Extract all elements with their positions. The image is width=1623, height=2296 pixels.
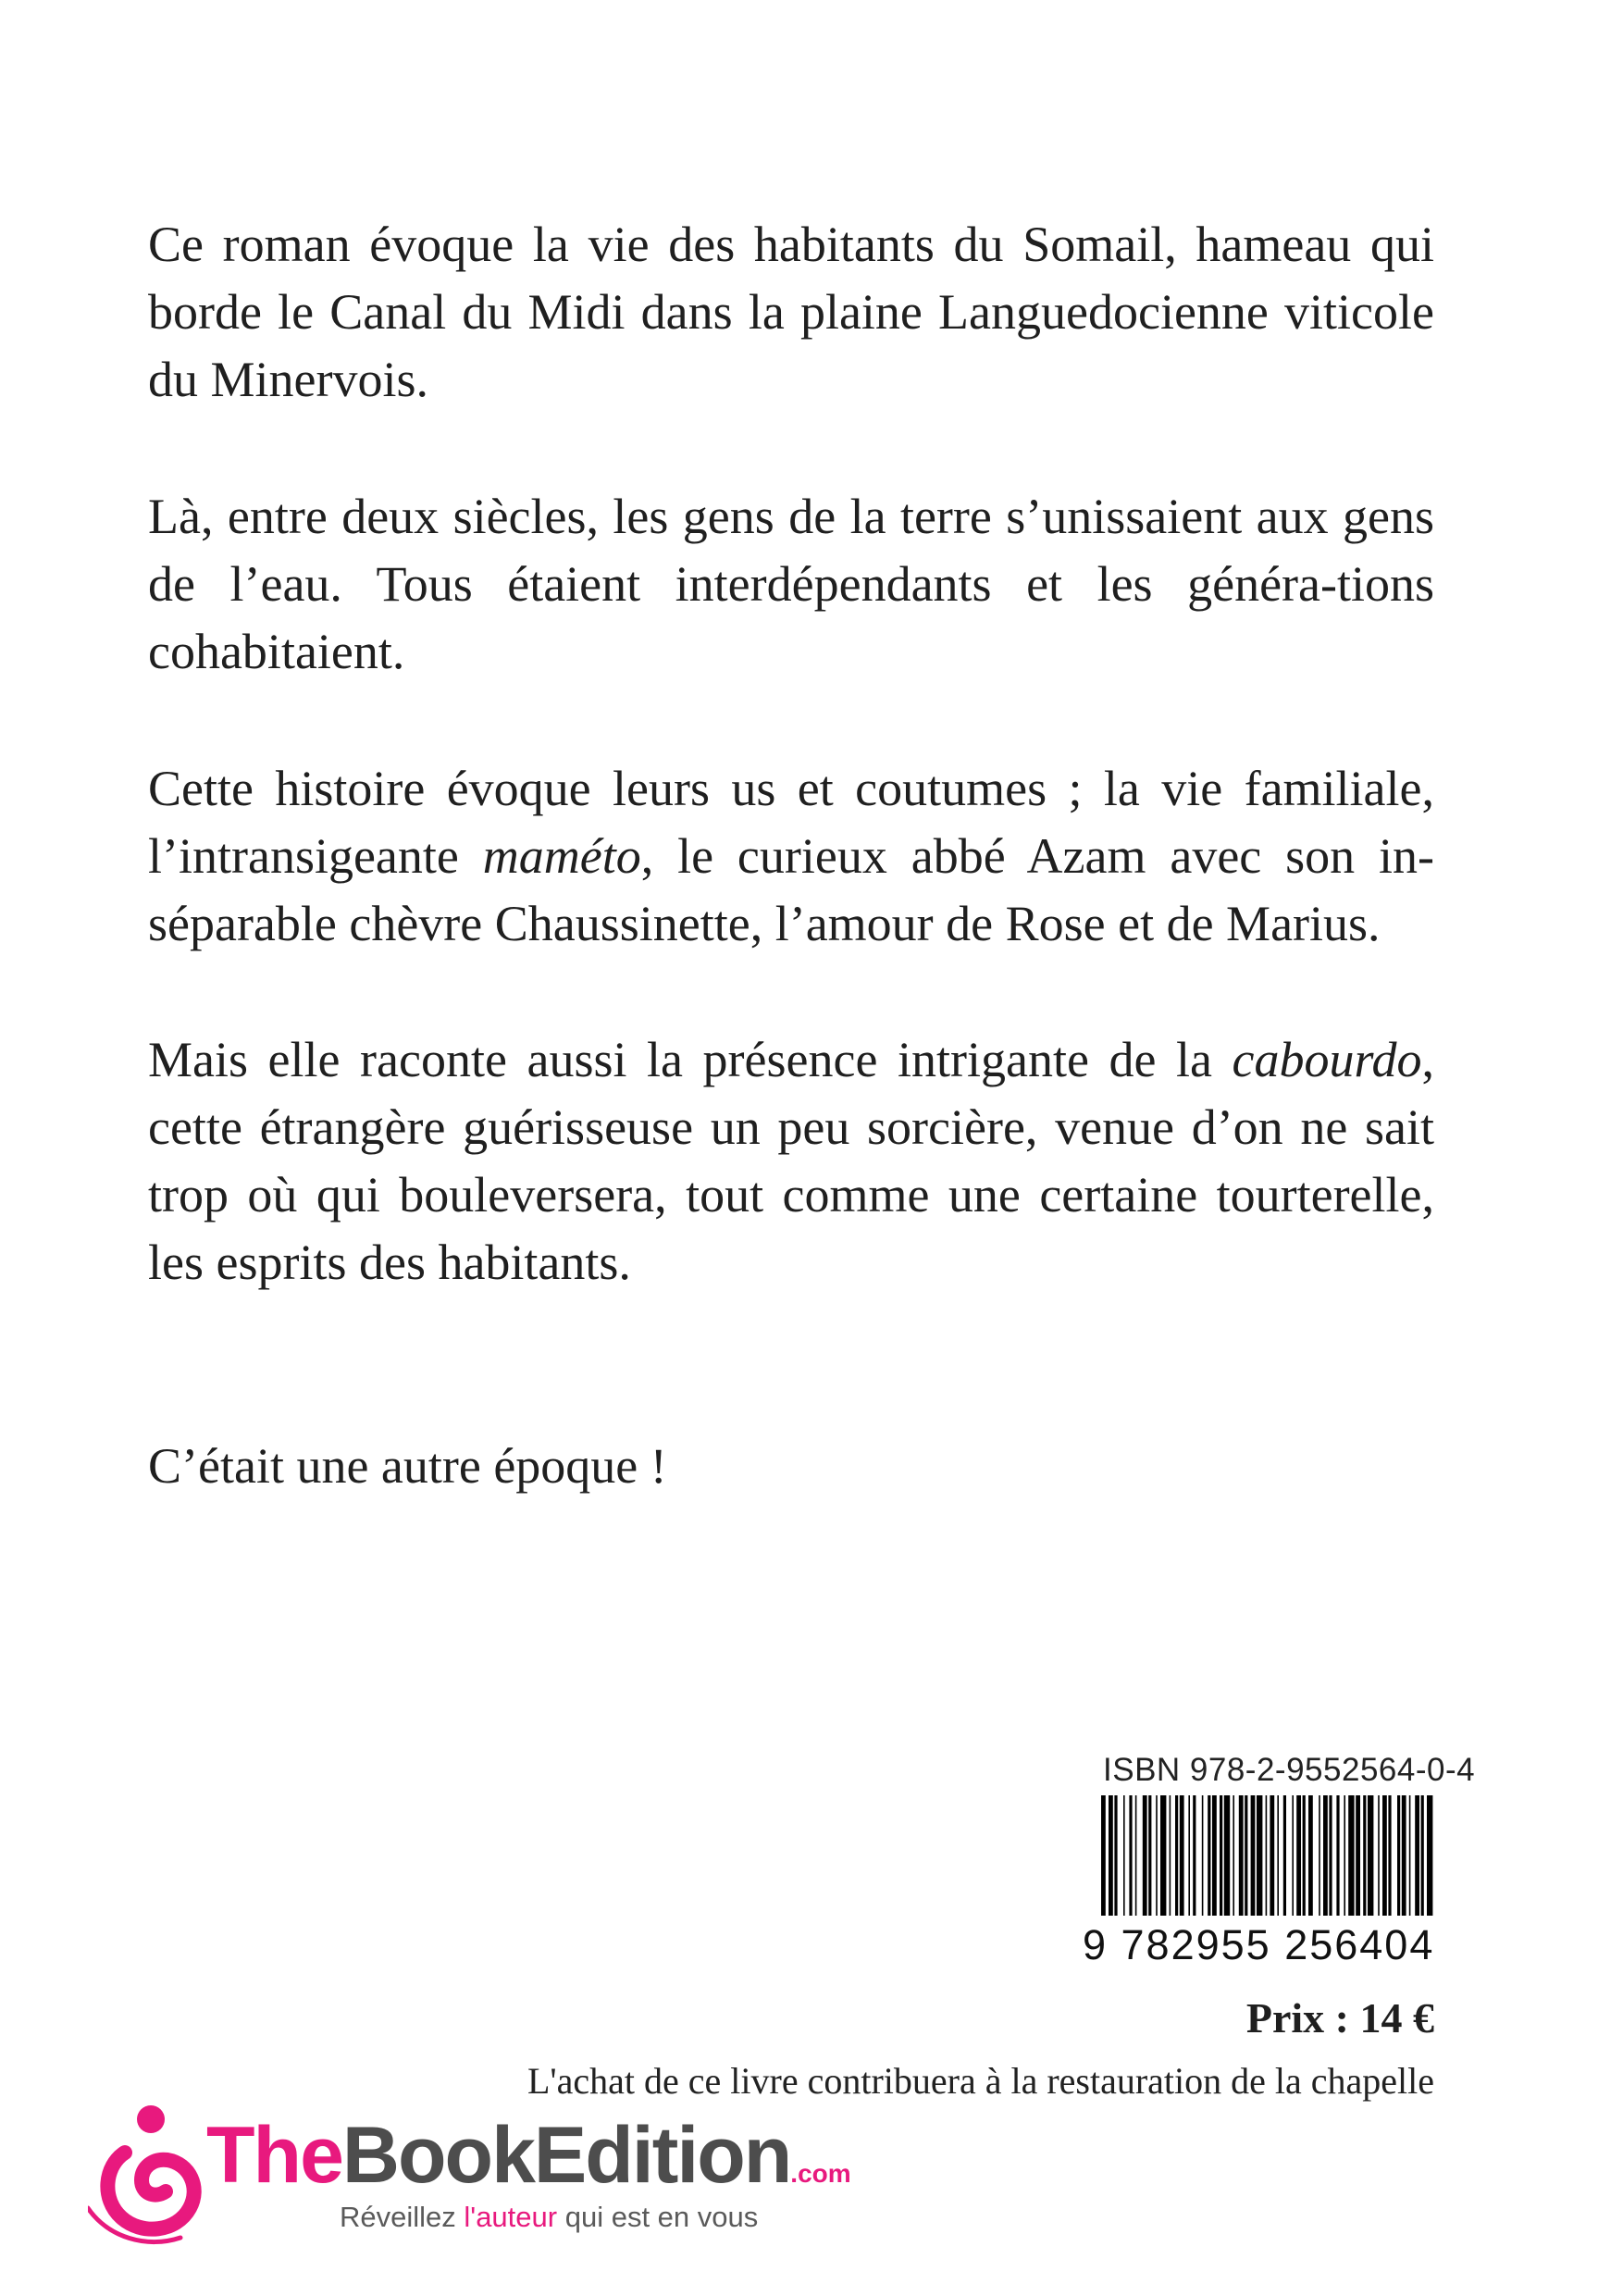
paragraph-4-part-a: Mais elle raconte aussi la présence intrigante de la xyxy=(148,1032,1233,1087)
barcode-bar xyxy=(1101,1795,1106,1916)
barcode-bar xyxy=(1251,1795,1256,1916)
barcode-digits: 9 782955 256404 xyxy=(1083,1921,1435,1968)
barcode-bar xyxy=(1303,1795,1306,1916)
barcode-bar xyxy=(1193,1795,1196,1916)
person-swirl-icon xyxy=(88,2099,217,2256)
barcode-bar xyxy=(1156,1795,1158,1916)
barcode-bar xyxy=(1188,1795,1190,1916)
logo-edition: Edition xyxy=(533,2111,791,2200)
tagline-highlight: l'auteur xyxy=(464,2201,558,2233)
barcode-bar xyxy=(1148,1795,1151,1916)
barcode-bar xyxy=(1220,1795,1222,1916)
barcode-bar xyxy=(1277,1795,1279,1916)
logo-wordmark xyxy=(206,2110,851,2202)
barcode-bar xyxy=(1415,1795,1419,1916)
barcode-bar xyxy=(1175,1795,1178,1916)
paragraph-4-part-b: , cette étrangère guérisseuse un peu sorcière, venue d’on ne sait trop où qui bouleversera, tout comme une certaine tourterelle, les esprits des habitants. xyxy=(148,1032,1434,1290)
logo-tagline xyxy=(340,2201,758,2234)
price: Prix : 14 € xyxy=(1245,1994,1434,2042)
barcode-bar xyxy=(1421,1795,1424,1916)
barcode-bar xyxy=(1348,1795,1354,1916)
paragraph-3 xyxy=(148,755,1434,958)
paragraph-1-text: Ce roman évoque la vie des habitants du Somail, hameau qui borde le Canal du Midi dans la plaine Languedocienne viticole du Minervois. xyxy=(148,217,1434,407)
barcode-bar xyxy=(1143,1795,1147,1916)
barcode-bar xyxy=(1363,1795,1366,1916)
barcode-bar xyxy=(1135,1795,1137,1916)
logo-the: The xyxy=(206,2111,342,2200)
paragraph-1 xyxy=(148,211,1434,414)
barcode-bar xyxy=(1202,1795,1204,1916)
paragraph-3-part-a: Cette histoire évoque leurs us et coutumes ; la vie familiale, l’intransigeante xyxy=(148,761,1434,884)
barcode-bar xyxy=(1368,1795,1373,1916)
barcode-bar xyxy=(1308,1795,1313,1916)
tagline-part-a: Réveillez xyxy=(340,2201,465,2233)
barcode-bar xyxy=(1170,1795,1171,1916)
barcode-bar xyxy=(1292,1795,1294,1916)
paragraph-3-italic-word: maméto xyxy=(482,828,641,884)
barcode-bar xyxy=(1245,1795,1247,1916)
barcode-bar xyxy=(1388,1795,1391,1916)
barcode-bar xyxy=(1378,1795,1380,1916)
barcode-bar xyxy=(1114,1795,1117,1916)
barcode-bar xyxy=(1296,1795,1301,1916)
barcode-bar xyxy=(1266,1795,1268,1916)
paragraph-4-text xyxy=(148,1026,1434,1297)
barcode-bar xyxy=(1257,1795,1262,1916)
barcode-bar xyxy=(1224,1795,1230,1916)
barcode-bar xyxy=(1319,1795,1320,1916)
logo-com: .com xyxy=(790,2159,851,2188)
barcode-bar xyxy=(1382,1795,1387,1916)
barcode-bar xyxy=(1329,1795,1332,1916)
thebookedition-logo xyxy=(88,2099,851,2256)
barcode-bar xyxy=(1208,1795,1210,1916)
isbn-label: ISBN 978-2-9552564-0-4 xyxy=(1103,1752,1476,1788)
barcode-bar xyxy=(1180,1795,1184,1916)
paragraph-5-text: C’était une autre époque ! xyxy=(148,1438,667,1494)
barcode-bar xyxy=(1283,1795,1286,1916)
barcode-bar xyxy=(1109,1795,1113,1916)
logo-book: Book xyxy=(341,2111,534,2200)
barcode-bar xyxy=(1129,1795,1132,1916)
barcode-bar xyxy=(1160,1795,1166,1916)
barcode-bar xyxy=(1233,1795,1234,1916)
barcode xyxy=(1099,1795,1438,1916)
barcode-bar xyxy=(1409,1795,1411,1916)
paragraph-4 xyxy=(148,1026,1434,1297)
barcode-bar xyxy=(1239,1795,1244,1916)
paragraph-2 xyxy=(148,483,1434,686)
paragraph-4-italic-word: cabourdo xyxy=(1232,1032,1422,1087)
barcode-bar xyxy=(1344,1795,1345,1916)
tagline-part-b: qui est en vous xyxy=(557,2201,759,2233)
barcode-bar xyxy=(1397,1795,1400,1916)
barcode-bar xyxy=(1427,1795,1432,1916)
barcode-bar xyxy=(1123,1795,1125,1916)
barcode-bar xyxy=(1323,1795,1328,1916)
paragraph-2-text: Là, entre deux siècles, les gens de la terre s’unissaient aux gens de l’eau. Tous étaient interdépendants et les généra-tions cohabitaient. xyxy=(148,489,1434,679)
paragraph-3-text xyxy=(148,755,1434,958)
barcode-bar xyxy=(1336,1795,1339,1916)
barcode-bar xyxy=(1212,1795,1217,1916)
barcode-bar xyxy=(1402,1795,1406,1916)
barcode-bar xyxy=(1356,1795,1360,1916)
paragraph-3-part-b: , le curieux abbé Azam avec son in-séparable chèvre Chaussinette, l’amour de Rose et de Marius. xyxy=(148,828,1435,951)
barcode-bar xyxy=(1270,1795,1274,1916)
restoration-note: L'achat de ce livre contribuera à la restauration de la chapelle xyxy=(527,2060,1434,2102)
paragraph-5 xyxy=(148,1433,1434,1500)
